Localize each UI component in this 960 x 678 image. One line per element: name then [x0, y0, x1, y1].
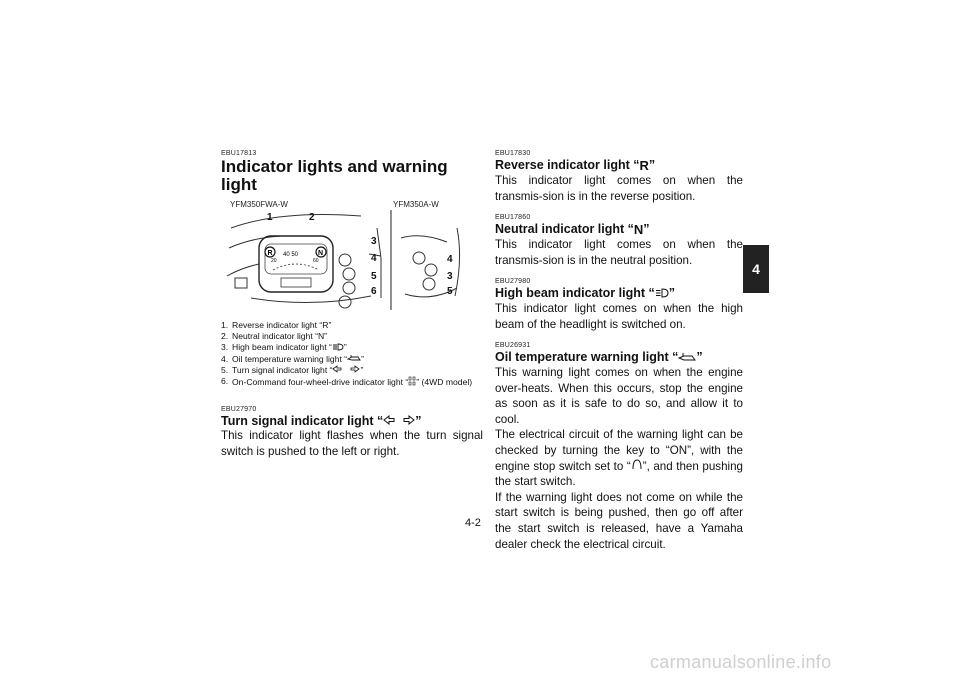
section-body: This indicator light comes on when the transmis-sion is in the reverse position.	[495, 174, 743, 203]
svg-text:N: N	[318, 250, 324, 257]
section-body: This indicator light flashes when the turn signal switch is pushed to the left or right.	[221, 429, 483, 458]
figure-legend	[221, 320, 483, 390]
section-title: Indicator lights and warning light	[221, 157, 448, 194]
callout-6: 6	[371, 286, 377, 297]
page-number: 4-2	[465, 517, 481, 529]
section-heading: Reverse indicator light “R”	[495, 158, 656, 173]
oil-temperature-icon	[678, 351, 696, 365]
callout-r4: 4	[447, 254, 453, 265]
section-code: EBU17860	[495, 214, 531, 222]
oil-temperature-section	[495, 342, 743, 552]
section-code: EBU17830	[495, 150, 531, 157]
section-code: EBU27980	[495, 278, 531, 286]
section-body-2: The electrical circuit of the warning light can be checked by turning the key to “ON”, with the engine stop switch set to “ ”, and then pushing the start switch.	[495, 428, 743, 489]
turn-signal-icon	[332, 365, 360, 376]
high-beam-icon	[655, 287, 669, 301]
oil-temperature-icon	[347, 354, 361, 365]
neutral-section	[495, 214, 743, 268]
callout-r5: 5	[447, 286, 453, 297]
watermark: carmanualsonline.info	[650, 652, 832, 672]
svg-text:20: 20	[271, 258, 277, 264]
section-code: EBU27970	[221, 405, 257, 413]
section-body-1: This warning light comes on when the engine over-heats. When this occurs, stop the engine as soon as it is safe to do so, and allow it to cool.	[495, 365, 743, 426]
legend-item: 3. High beam indicator light “ ”	[221, 342, 347, 353]
figure-caption-right: YFM350A-W	[393, 200, 439, 209]
callout-3: 3	[371, 236, 377, 247]
engine-run-icon	[631, 459, 643, 475]
section-heading: Neutral indicator light “N”	[495, 222, 650, 238]
legend-item: 1. Reverse indicator light “R”	[221, 320, 332, 330]
svg-text:60: 60	[313, 258, 319, 264]
section-code: EBU26931	[495, 342, 531, 350]
legend-item: 6. On-Command four-wheel-drive indicator light “ ” (4WD model)	[221, 376, 483, 389]
chapter-tab: 4	[743, 245, 769, 293]
callout-2: 2	[309, 212, 315, 223]
callout-r3: 3	[447, 271, 453, 282]
left-column	[221, 150, 483, 469]
neutral-glyph: N	[633, 222, 644, 238]
svg-text:R: R	[267, 250, 273, 257]
legend-item: 5. Turn signal indicator light “ ”	[221, 365, 364, 376]
reverse-glyph: R	[639, 158, 649, 173]
legend-item: 4. Oil temperature warning light “ ”	[221, 353, 364, 364]
section-body: This indicator light comes on when the transmis-sion is in the neutral position.	[495, 238, 743, 267]
section-heading: Oil temperature warning light “ ”	[495, 350, 703, 365]
callout-1: 1	[267, 212, 273, 223]
section-body-3: If the warning light does not come on while the start switch is being pushed, then go off after the start switch is released, have a Yamaha dealer check the electrical circuit.	[495, 490, 743, 551]
legend-item: 2. Neutral indicator light “N”	[221, 331, 328, 342]
instrument-panel-drawing	[221, 198, 483, 314]
section-heading: Turn signal indicator light “ ”	[221, 413, 422, 428]
section-code: EBU17813	[221, 150, 257, 157]
callout-4: 4	[371, 253, 377, 264]
right-column	[495, 150, 743, 562]
section-heading: High beam indicator light “ ”	[495, 286, 675, 301]
svg-text:40 50: 40 50	[283, 252, 299, 258]
turn-signal-icon	[383, 414, 415, 428]
high-beam-section	[495, 278, 743, 332]
instrument-figure	[221, 198, 483, 314]
callout-5: 5	[371, 271, 377, 282]
section-body: This indicator light comes on when the high beam of the headlight is switched on.	[495, 302, 743, 331]
turn-signal-section	[221, 406, 483, 460]
reverse-section	[495, 150, 743, 204]
figure-caption-left: YFM350FWA-W	[230, 200, 288, 209]
high-beam-icon	[332, 343, 344, 354]
